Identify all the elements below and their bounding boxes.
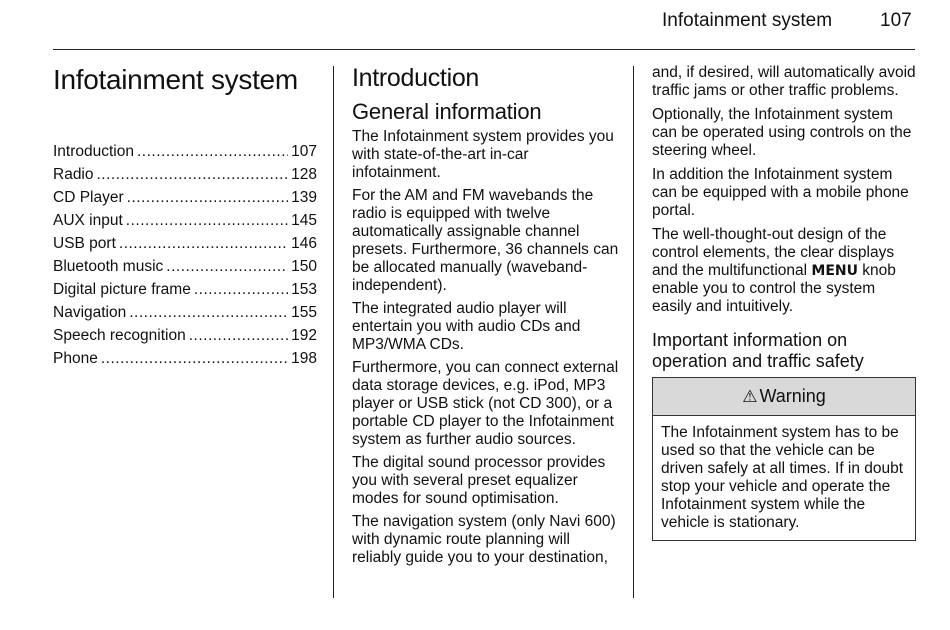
paragraph: The integrated audio player will entertain you with audio CDs and MP3/WMA CDs.	[352, 300, 581, 353]
chapter-contents-column	[53, 64, 317, 367]
warning-header	[653, 378, 915, 416]
toc-entry-label: Introduction	[53, 143, 134, 160]
toc-leader-dots	[127, 186, 288, 209]
toc-leader-dots	[119, 232, 288, 255]
toc-entry-label: Speech recognition	[53, 327, 186, 344]
toc-entry-label: Phone	[53, 350, 98, 367]
subsection-heading: General information	[352, 99, 542, 124]
toc-entry[interactable]	[53, 255, 317, 278]
toc-entry-label: CD Player	[53, 189, 124, 206]
column-divider-left	[333, 66, 334, 598]
toc-entry-page: 128	[291, 166, 317, 183]
paragraph: In addition the Infotainment system can be equipped with a mobile phone portal.	[652, 166, 909, 219]
toc-entry[interactable]	[53, 301, 317, 324]
toc-entry[interactable]	[53, 232, 317, 255]
paragraph: The Infotainment system provides you with state-of-the-art in-car infotainment.	[352, 128, 614, 181]
design-text-after: knob enable you to control the system easily and intuitively.	[652, 262, 896, 315]
section-heading: Introduction	[352, 64, 480, 92]
column-divider-right	[633, 66, 634, 598]
toc-leader-dots	[126, 209, 288, 232]
warning-triangle-icon: ⚠	[742, 386, 758, 406]
introduction-column	[352, 64, 620, 572]
toc-entry-label: Radio	[53, 166, 94, 183]
toc-entry-page: 145	[291, 212, 317, 229]
design-text-before: The well-thought-out design of the control elements, the clear displays and the multifunctional	[652, 226, 895, 279]
toc-entry[interactable]	[53, 324, 317, 347]
toc-entry-label: Digital picture frame	[53, 281, 191, 298]
safety-heading: Important information on operation and traffic safety	[652, 330, 864, 371]
toc-entry-page: 192	[291, 327, 317, 344]
toc-leader-dots	[166, 255, 288, 278]
toc-entry[interactable]	[53, 186, 317, 209]
warning-title: Warning	[759, 386, 826, 406]
toc-entry[interactable]	[53, 347, 317, 370]
toc-entry-page: 155	[291, 304, 317, 321]
paragraph: The digital sound processor provides you with several preset equalizer modes for sound optimisation.	[352, 454, 606, 507]
paragraph: and, if desired, will automatically avoid traffic jams or other traffic problems.	[652, 64, 916, 99]
chapter-title: Infotainment system	[53, 64, 298, 95]
paragraph: Optionally, the Infotainment system can be operated using controls on the steering wheel.	[652, 106, 912, 159]
toc-entry[interactable]	[53, 209, 317, 232]
page-number: 107	[880, 10, 912, 31]
toc-leader-dots	[97, 163, 289, 186]
warning-box	[652, 377, 916, 541]
design-paragraph	[652, 226, 918, 316]
toc-leader-dots	[129, 301, 288, 324]
toc-entry[interactable]	[53, 140, 317, 163]
running-header-title: Infotainment system	[662, 10, 833, 31]
paragraph: Furthermore, you can connect external data storage devices, e.g. iPod, MP3 player or USB stick (not CD 300), or a portable CD player to the Infotainment system as further audio sources.	[352, 359, 619, 448]
toc-entry-label: Bluetooth music	[53, 258, 164, 275]
toc-entry-page: 139	[291, 189, 317, 206]
toc-entry-label: Navigation	[53, 304, 127, 321]
toc-entry[interactable]	[53, 278, 317, 301]
toc-leader-dots	[189, 324, 288, 347]
toc-entry-page: 107	[291, 143, 317, 160]
toc-leader-dots	[194, 278, 288, 301]
menu-keyword: MENU	[811, 263, 858, 279]
header-rule	[53, 49, 915, 50]
toc-entry-label: USB port	[53, 235, 116, 252]
toc-entry-page: 150	[291, 258, 317, 275]
table-of-contents	[53, 140, 317, 370]
paragraph: The navigation system (only Navi 600) with dynamic route planning will reliably guide you to your destination,	[352, 513, 616, 566]
toc-entry-page: 198	[291, 350, 317, 367]
toc-entry-label: AUX input	[53, 212, 123, 229]
paragraph: For the AM and FM wavebands the radio is equipped with twelve automatically assignable channel presets. Furthermore, 36 channels can be allocated manually (waveband-independent).	[352, 187, 619, 294]
toc-entry-page: 146	[291, 235, 317, 252]
toc-entry-page: 153	[291, 281, 317, 298]
toc-entry[interactable]	[53, 163, 317, 186]
toc-leader-dots	[137, 140, 288, 163]
page-header	[0, 8, 950, 40]
warning-text: The Infotainment system has to be used so that the vehicle can be driven safely at all times. If in doubt stop your vehicle and operate the Infotainment system while the vehicle is stationary.	[661, 424, 904, 531]
continuation-column	[652, 64, 918, 541]
toc-leader-dots	[101, 347, 288, 370]
